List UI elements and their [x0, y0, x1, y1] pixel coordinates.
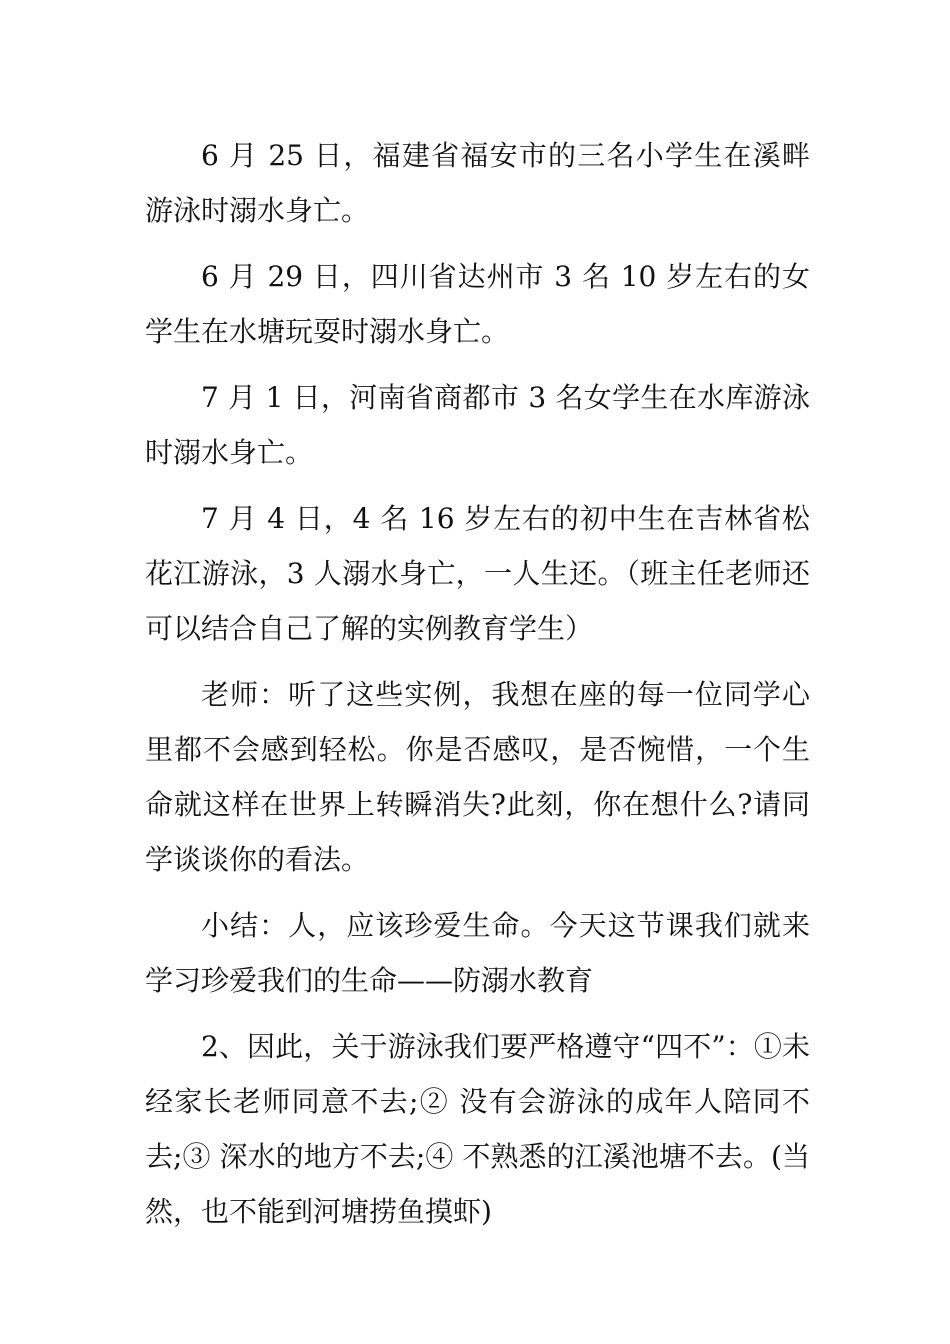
- paragraph-4: 7 月 4 日，4 名 16 岁左右的初中生在吉林省松花江游泳，3 人溺水身亡，一人生还。（班主任老师还可以结合自己了解的实例教育学生）: [145, 502, 810, 645]
- paragraph-1: 6 月 25 日，福建省福安市的三名小学生在溪畔游泳时溺水身亡。: [145, 139, 810, 227]
- paragraph-6: 小结：人，应该珍爱生命。今天这节课我们就来学习珍爱我们的生命——防溺水教育: [145, 909, 810, 997]
- paragraph-7: 2、因此，关于游泳我们要严格遵守“四不”：①未经家长老师同意不去;② 没有会游泳的成年人陪同不去;③ 深水的地方不去;④ 不熟悉的江溪池塘不去。(当然，也不能到河塘捞鱼摸虾): [145, 1030, 810, 1228]
- paragraph-2: 6 月 29 日，四川省达州市 3 名 10 岁左右的女学生在水塘玩耍时溺水身亡。: [145, 260, 810, 348]
- paragraph-3: 7 月 1 日，河南省商都市 3 名女学生在水库游泳时溺水身亡。: [145, 381, 810, 469]
- document-body: [145, 128, 810, 1250]
- paragraph-5: 老师：听了这些实例，我想在座的每一位同学心里都不会感到轻松。你是否感叹，是否惋惜，一个生命就这样在世界上转瞬消失?此刻，你在想什么?请同学谈谈你的看法。: [145, 678, 810, 876]
